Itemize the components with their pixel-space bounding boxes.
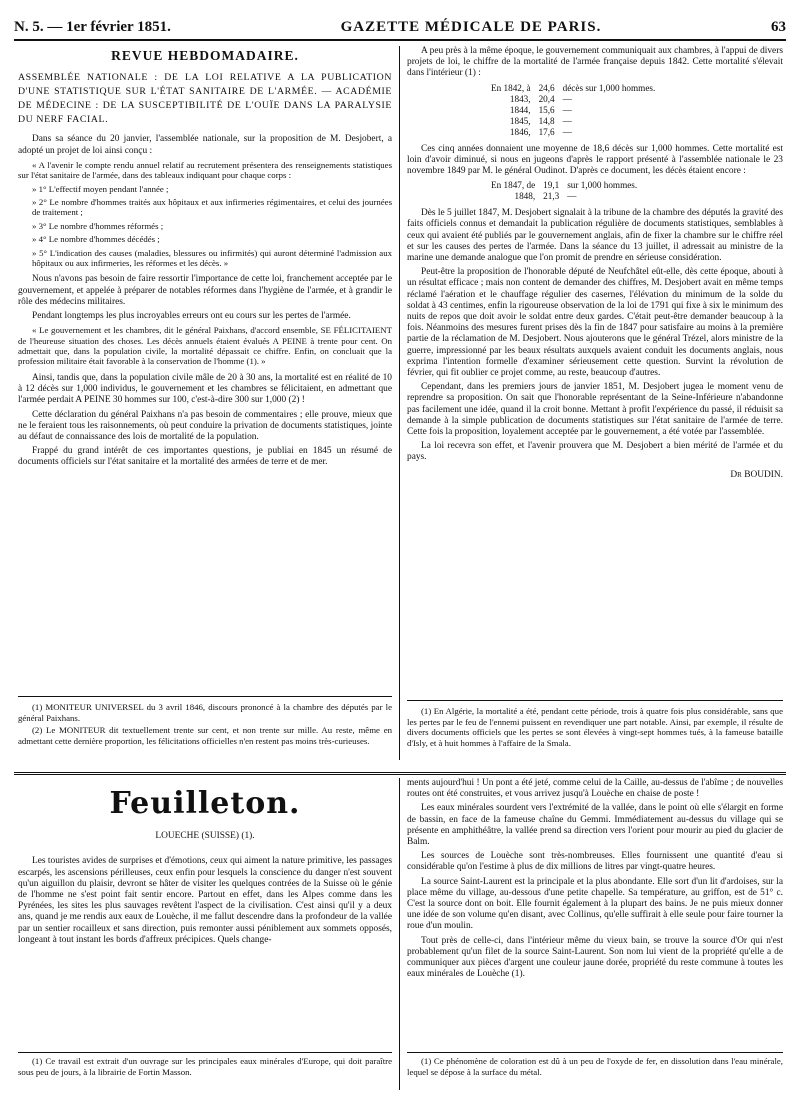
quote: « Le gouvernement et les chambres, dit le général Paixhans, d'accord ensemble, SE FÉLICITAIENT de l'heureuse situation des choses. Les décès annuels étaient évalués A PEINE à trente pour cent. On admettait que, dans la population civile, la mortalité dépassait ce chiffre. Enfin, on concluait que la profession militaire était favorable à la conservation de l'homme (1). » bbox=[18, 325, 392, 367]
mortality-table-1847-1848 bbox=[487, 180, 641, 202]
mortality-table-1842-1846 bbox=[487, 83, 659, 138]
page-number: 63 bbox=[770, 19, 786, 35]
journal-title: GAZETTE MÉDICALE DE PARIS. bbox=[340, 19, 602, 35]
footnote: (1) Ce phénomène de coloration est dû à un peu de l'oxyde de fer, en dissolution dans l'eau minérale, lequel se dépose à la surface du métal. bbox=[407, 1056, 783, 1077]
feuilleton-left-column bbox=[18, 778, 392, 1048]
paragraph: A peu près à la même époque, le gouvernement communiquait aux chambres, à l'appui de divers projets de loi, le chiffre de la mortalité de l'armée française depuis 1842. Cette mortalité s'élevait dans l'intérieur (1) : bbox=[407, 46, 783, 79]
paragraph: Cette déclaration du général Paixhans n'a pas besoin de commentaires ; elle prouve, mieux que ne le feraient tous les raisonnements, où peut conduire la privation de documents statistiques, jointe au défaut de connaissance des lois de mortalité de la population. bbox=[18, 409, 392, 442]
paragraph: Nous n'avons pas besoin de faire ressortir l'importance de cette loi, franchement acceptée par le gouvernement, et appelée à préparer de notables réformes dans l'hygiène de l'armée, et à grandir le rôle des médecins militaires. bbox=[18, 274, 392, 307]
footnote: (1) MONITEUR UNIVERSEL du 3 avril 1846, discours prononcé à la chambre des députés par le général Paixhans. bbox=[18, 702, 392, 723]
page-header bbox=[14, 10, 786, 41]
table-row: 1844, 15,6 — bbox=[509, 104, 572, 115]
revue-title: REVUE HEBDOMADAIRE. bbox=[111, 48, 299, 63]
paragraph: Peut-être la proposition de l'honorable député de Neufchâtel eût-elle, dès cette époque, abouti à un résultat efficace ; mais non content de demander des chiffres, M. Desjobert avait en même temps réclamé l'aération et le chauffage régulier des casernes, l'élévation du minimum de la solde du soldat à 43 centimes, enfin la rigoureuse observation de la loi de 1791 qui fixe à six le minimum des nuits de repos que doit avoir le soldat entre deux gardes. C'était peut-être demander beaucoup à la fois. Néanmoins des mesures furent prises dès la fin de 1847 pour satisfaire au moins à la première partie de la réclamation de M. Desjobert. Nous ajouterons que le général Trézel, alors ministre de la guerre, impressionné par les beaux résultats auxquels avaient conduit les documents anglais, nous exprima l'intention formelle d'examiner sérieusement cette question. Survint la révolution de février, qui fit oublier ce projet comme, au reste, beaucoup d'autres. bbox=[407, 267, 783, 379]
paragraph: Dès le 5 juillet 1847, M. Desjobert signalait à la tribune de la chambre des députés la gravité des faits officiels connus et demandait la publication régulière de documents statistiques, semblables à ceux qui avaient été publiés par le gouvernement anglais, afin de fixer la chambre sur le chiffre réel et sur les causes des pertes de l'armée. Dans la séance du 13 juillet, il adressait au ministre de la marine une demande analogue que l'on promit de prendre en sérieuse considération. bbox=[407, 208, 783, 264]
paragraph: Ces cinq années donnaient une moyenne de 18,6 décès sur 1,000 hommes. Cette mortalité est loin d'avoir diminué, si nous en jugeons d'après le rapport présenté à l'assemblée nationale le 23 novembre 1849 par M. le général Oudinot. D'après ce document, les décès étaient encore : bbox=[407, 143, 783, 177]
footnote-rule-left bbox=[18, 696, 392, 697]
paragraph: Ainsi, tandis que, dans la population civile mâle de 20 à 30 ans, la mortalité est en réalité de 10 à 12 décès sur 1,000 individus, le gouvernement et les chambres se félicitaient, en admettant que l'armée perdait A PEINE 30 hommes sur 100, c'est-à-dire 300 sur 1,000 (2) ! bbox=[18, 372, 392, 406]
revue-footnotes-left bbox=[18, 702, 392, 764]
quote-item: » 3° Le nombre d'hommes réformés ; bbox=[32, 220, 164, 231]
column-divider bbox=[399, 46, 400, 760]
table-row: En 1847, de 19,1 sur 1,000 hommes. bbox=[491, 180, 638, 191]
paragraph: Pendant longtemps les plus incroyables erreurs ont eu cours sur les pertes de l'armée. bbox=[32, 311, 351, 322]
footnote-rule-right bbox=[407, 700, 783, 701]
paragraph: Cependant, dans les premiers jours de janvier 1851, M. Desjobert jugea le moment venu de reprendre sa proposition. On sait que l'honorable représentant de la Seine-Inférieure n'abandonne pas facilement une idée, quand il la croit bonne. Mettant à profit l'expérience du passé, il réduisit sa demande à la simple publication de documents statistiques sur l'état sanitaire de l'armée de terre. Cette fois la proposition, loyalement acceptée par le gouvernement, a été votée par l'assemblée. bbox=[407, 382, 783, 438]
issue-date: N. 5. — 1er février 1851. bbox=[14, 19, 171, 35]
feuilleton-footnote-right bbox=[407, 1056, 783, 1092]
feuilleton-column-divider bbox=[399, 778, 400, 1090]
paragraph: Dans sa séance du 20 janvier, l'assemblée nationale, sur la proposition de M. Desjobert, a adopté un projet de loi ainsi conçu : bbox=[18, 134, 392, 156]
table-row: 1843, 20,4 — bbox=[509, 93, 572, 104]
quote-item: » 1° L'effectif moyen pendant l'année ; bbox=[32, 183, 169, 194]
feuilleton-subtitle: LOUECHE (SUISSE) (1). bbox=[155, 831, 255, 842]
paragraph: Les sources de Louèche sont très-nombreuses. Elles fournissent une quantité d'eau si considérable qu'on l'estime à plus de dix millions de litres par vingt-quatre heures. bbox=[407, 851, 783, 873]
feuilleton-footnote-rule-left bbox=[18, 1052, 392, 1053]
author-signature: Dr BOUDIN. bbox=[730, 469, 783, 480]
footnote: (1) Ce travail est extrait d'un ouvrage sur les principales eaux minérales d'Europe, qui doit paraître sous peu de jours, à la librairie de Fortin Masson. bbox=[18, 1056, 392, 1077]
paragraph: La loi recevra son effet, et l'avenir prouvera que M. Desjobert a bien mérité de l'armée et du pays. bbox=[407, 441, 783, 463]
quote-item: » 2° Le nombre d'hommes traités aux hôpitaux et aux infirmeries régimentaires, et celui des journées de traitement ; bbox=[32, 197, 392, 218]
paragraph: Les eaux minérales sourdent vers l'extrémité de la vallée, dans le point où elle s'élargit en forme de bassin, en face de la fameuse chaîne du Gemmi. Immédiatement au-dessus du village qui se présente en amphithéâtre, la vallée prend sa direction vers l'orient pour mourir au pied du glacier de Balm. bbox=[407, 803, 783, 848]
paragraph: La source Saint-Laurent est la principale et la plus abondante. Elle sort d'un lit d'ardoises, sur la place même du village, au-dessous d'une petite chapelle. Sa température, au griffon, est de 51° c. C'est la source dont on boit. Elle fournit également à la plupart des bains. Je ne puis mieux donner une idée de son volume qu'en disant, avec Collinus, qu'elle suffirait à elle seule pour faire tourner la roue d'un moulin. bbox=[407, 876, 783, 932]
revue-left-column bbox=[18, 46, 392, 686]
revue-footnotes-right bbox=[407, 706, 783, 764]
footnote: (2) Le MONITEUR dit textuellement trente sur cent, et non trente sur mille. Au reste, même en admettant cette dernière proportion, les félicitations officielles n'en restent pas moins très-curieuses. bbox=[18, 725, 392, 746]
table-row: 1848, 21,3 — bbox=[514, 191, 577, 202]
quote-item: » 4° Le nombre d'hommes décédés ; bbox=[32, 234, 160, 245]
quote: « A l'avenir le compte rendu annuel relatif au recrutement présentera des renseignements statistiques sur l'état sanitaire de l'armée, dans des tableaux indiquant pour chaque corps : bbox=[18, 159, 392, 181]
table-row: 1845, 14,8 — bbox=[509, 115, 572, 126]
feuilleton-footnote-rule-right bbox=[407, 1052, 783, 1053]
revue-right-column bbox=[407, 46, 783, 694]
revue-subtitle: ASSEMBLÉE NATIONALE : DE LA LOI RELATIVE A LA PUBLICATION D'UNE STATISTIQUE SUR L'ÉTAT SANITAIRE DE L'ARMÉE. — ACADÉMIE DE MÉDECINE : DE LA SUSCEPTIBILITÉ DE L'OUÏE DANS LA PARALYSIE DU NERF FACIAL. bbox=[18, 72, 392, 125]
quote-item: » 5° L'indication des causes (maladies, blessures ou infirmités) qui auront déterminé l'admission aux hôpitaux ou aux infirmeries, les réformes et les décès. » bbox=[32, 247, 392, 269]
feuilleton-footnote-left bbox=[18, 1056, 392, 1092]
paragraph: Frappé du grand intérêt de ces importantes questions, je publiai en 1845 un résumé de documents officiels sur l'état sanitaire et la mortalité des armées de terre et de mer. bbox=[18, 446, 392, 468]
feuilleton-title: Feuilleton. bbox=[109, 786, 301, 821]
table-row: En 1842, à 24,6 décès sur 1,000 hommes. bbox=[491, 82, 656, 93]
table-row: 1846, 17,6 — bbox=[509, 126, 572, 137]
paragraph: Tout près de celle-ci, dans l'intérieur même du vieux bain, se trouve la source d'Or qui n'est probablement qu'un filet de la source Saint-Laurent. Son nom lui vient de la propriété qu'elle a de communiquer aux pièces d'argent une couleur jaune dorée, propriété du reste commune à toutes les eaux minérales de Louèche (1). bbox=[407, 935, 783, 980]
paragraph: Les touristes avides de surprises et d'émotions, ceux qui aiment la nature primitive, les passages escarpés, les ascensions périlleuses, ceux enfin pour lesquels la conscience du danger n'est souvent qu'un aiguillon du plaisir, devront se hâter de visiter les quelques contrées de la Suisse où le génie de l'homme ne s'est point fait sentir encore. Partout en effet, dans les Alpes comme dans les Pyrénées, les sites les plus sauvages revêtent l'aspect de la civilisation. C'est ainsi qu'il y a deux ans, quand je me rendis aux eaux de Louèche, il me fallut descendre dans la profondeur de la vallée par un sentier rocailleux et sans direction, puis remonter aussi péniblement aux sommets opposés, longeant à tout instant les bords d'affreux précipices. Quels change- bbox=[18, 856, 392, 945]
feuilleton-separator bbox=[14, 772, 786, 775]
footnote: (1) En Algérie, la mortalité a été, pendant cette période, trois à quatre fois plus considérable, sans que les pertes par le feu de l'ennemi puissent en revendiquer une part notable. Ainsi, par exemple, il résulte de divers documents officiels que les pertes se sont élevées à vingt-sept hommes tués, à la fameuse bataille d'Isly, et à huit hommes à l'affaire de la Smala. bbox=[407, 706, 783, 748]
feuilleton-right-column bbox=[407, 778, 783, 1048]
paragraph: ments aujourd'hui ! Un pont a été jeté, comme celui de la Caille, au-dessus de l'abîme ; de nouvelles routes ont été construites, et vous arrivez jusqu'à Louèche en chaise de poste ! bbox=[407, 778, 783, 800]
